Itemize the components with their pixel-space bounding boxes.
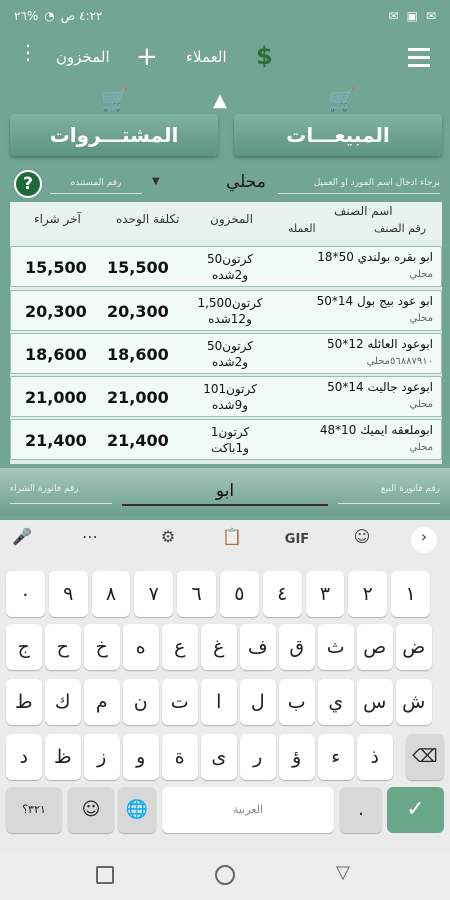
stock-value: 1كرتون و1باكت — [210, 425, 250, 455]
keyboard-key[interactable]: ظ — [45, 734, 81, 780]
unit-cost-value: 21,000 — [107, 388, 169, 407]
notification-icon: ✉ — [388, 9, 399, 23]
purchase-invoice-field[interactable]: رقم فاتورة الشراء — [10, 484, 112, 504]
keyboard-key[interactable]: ذ — [357, 734, 393, 780]
keyboard-key[interactable]: ث — [318, 624, 354, 670]
keyboard-key[interactable]: ٢ — [348, 571, 387, 617]
numbers-key[interactable]: ٣٢١؟ — [6, 787, 62, 833]
keyboard-key[interactable]: ي — [318, 679, 354, 725]
last-purchase-value: 21,000 — [25, 388, 87, 407]
header-stock: المخزون — [210, 212, 253, 226]
customers-button[interactable]: العملاء — [186, 48, 227, 66]
emoji-key[interactable]: ☺ — [68, 787, 114, 833]
add-icon[interactable]: + — [136, 42, 158, 72]
keyboard-key[interactable]: ض — [396, 624, 432, 670]
document-number-field[interactable]: رقم المستنده — [50, 170, 142, 194]
item-sub: محلي — [409, 313, 433, 324]
keyboard-key[interactable]: ٥ — [220, 571, 259, 617]
globe-icon[interactable]: 🌐 — [118, 787, 156, 833]
unit-cost-value: 15,500 — [107, 258, 169, 277]
wifi-icon: ◔ — [44, 9, 55, 23]
home-icon[interactable] — [215, 865, 235, 885]
keyboard-key[interactable]: ز — [84, 734, 120, 780]
keyboard-key[interactable]: ة — [162, 734, 198, 780]
keyboard-key[interactable]: ١ — [391, 571, 430, 617]
keyboard-key[interactable]: ٩ — [49, 571, 88, 617]
emoji-icon[interactable]: ☺ — [353, 527, 371, 546]
chevron-down-icon[interactable]: ▼ — [152, 176, 160, 187]
item-search-input[interactable]: ابو — [122, 478, 328, 506]
keyboard-key[interactable]: غ — [201, 624, 237, 670]
sale-invoice-field[interactable]: رقم فاتورة البيع — [338, 484, 440, 504]
last-purchase-value: 20,300 — [25, 302, 87, 321]
keyboard-key[interactable]: ه — [123, 624, 159, 670]
mail-icon: ✉ — [425, 9, 436, 23]
drive-icon[interactable]: ▲ — [213, 90, 227, 111]
keyboard-key[interactable]: ر — [240, 734, 276, 780]
item-sub: محلي — [409, 442, 433, 453]
gif-button[interactable]: GIF — [284, 532, 310, 547]
stock-value: 50كرتون و2شده — [207, 339, 253, 369]
item-sub: محلي — [409, 269, 433, 280]
keyboard-key[interactable]: ى — [201, 734, 237, 780]
unit-cost-value: 18,600 — [107, 345, 169, 364]
help-icon[interactable]: ? — [14, 170, 42, 198]
menu-icon[interactable] — [408, 48, 430, 72]
battery-level: %٢٦ — [14, 9, 39, 23]
header-unit-cost: تكلفة الوحده — [116, 212, 180, 226]
add-to-cart-icon[interactable]: 🛒 — [101, 88, 129, 113]
keyboard-key[interactable]: ٨ — [92, 571, 131, 617]
keyboard-key[interactable]: ط — [6, 679, 42, 725]
microphone-icon[interactable]: 🎤 — [12, 527, 32, 546]
status-bar — [0, 0, 450, 32]
sync-icon: ▣ — [406, 9, 418, 23]
space-key[interactable]: العربية — [162, 787, 334, 833]
keyboard-key[interactable]: ف — [240, 624, 276, 670]
clipboard-icon[interactable]: 📋 — [222, 527, 242, 546]
item-name: ابو عود بيج بول 14*50 — [316, 294, 433, 308]
keyboard-key[interactable]: م — [84, 679, 120, 725]
keyboard-key[interactable]: ٠ — [6, 571, 45, 617]
dollar-icon[interactable]: $ — [256, 42, 273, 70]
location-select[interactable]: محلي — [226, 172, 266, 192]
table-row[interactable] — [10, 290, 442, 331]
item-sub: ٥٦٨٨٧٩١٠محلي — [366, 356, 433, 367]
keyboard-key[interactable]: ك — [45, 679, 81, 725]
keyboard-key[interactable]: ش — [396, 679, 432, 725]
period-key[interactable]: . — [340, 787, 382, 833]
table-row[interactable] — [10, 376, 442, 417]
item-name: ابوملعقه ايميك 10*48 — [319, 423, 433, 437]
keyboard-key[interactable]: ٣ — [306, 571, 345, 617]
supplier-search-input[interactable]: برجاء ادخال اسم المورد او العميل — [278, 170, 440, 194]
item-name: ابوعود جاليت 14*50 — [327, 380, 433, 394]
item-sub: محلي — [409, 399, 433, 410]
last-purchase-value: 21,400 — [25, 431, 87, 450]
keyboard-key[interactable]: ح — [45, 624, 81, 670]
chevron-right-icon[interactable]: › — [411, 527, 437, 553]
keyboard-key[interactable]: ؤ — [279, 734, 315, 780]
keyboard-key[interactable]: ب — [279, 679, 315, 725]
header-currency: العمله — [288, 222, 316, 235]
stock-value: 50كرتون و2شده — [207, 252, 253, 282]
item-name: ابوعود العائله 12*50 — [327, 337, 433, 351]
keyboard-key[interactable]: ٤ — [263, 571, 302, 617]
keyboard-key[interactable]: و — [123, 734, 159, 780]
keyboard-key[interactable]: ج — [6, 624, 42, 670]
table-row[interactable] — [10, 419, 442, 460]
back-icon[interactable]: ▽ — [336, 862, 350, 883]
unit-cost-value: 20,300 — [107, 302, 169, 321]
inventory-button[interactable]: المخزون — [56, 48, 110, 66]
items-table — [10, 202, 442, 464]
app-bar — [0, 32, 450, 84]
keyboard-key[interactable]: د — [6, 734, 42, 780]
more-options-icon[interactable]: ⋯ — [82, 527, 98, 546]
keyboard-key[interactable]: ا — [201, 679, 237, 725]
keyboard-key[interactable]: ت — [162, 679, 198, 725]
cart-icon[interactable]: 🛒 — [328, 88, 356, 113]
keyboard-key[interactable]: ٧ — [134, 571, 173, 617]
more-icon[interactable]: ⋮ — [18, 40, 38, 64]
header-item-no: رقم الصنف — [374, 222, 427, 235]
table-header — [10, 202, 442, 240]
table-row[interactable] — [10, 333, 442, 374]
enter-key[interactable]: ✓ — [387, 787, 444, 833]
keyboard-key[interactable]: ع — [162, 624, 198, 670]
purchases-button[interactable]: المشتـــروات — [10, 114, 218, 156]
nav-bar — [0, 850, 450, 900]
last-purchase-value: 15,500 — [25, 258, 87, 277]
keyboard-key[interactable]: س — [357, 679, 393, 725]
keyboard-key[interactable]: ء — [318, 734, 354, 780]
settings-icon[interactable]: ⚙ — [160, 527, 176, 546]
unit-cost-value: 21,400 — [107, 431, 169, 450]
last-purchase-value: 18,600 — [25, 345, 87, 364]
keyboard-key[interactable]: ق — [279, 624, 315, 670]
keyboard-key[interactable]: ل — [240, 679, 276, 725]
keyboard-key[interactable]: ص — [357, 624, 393, 670]
stock-value: 101كرتون و9شده — [203, 382, 257, 412]
header-last-purchase: آخر شراء — [34, 212, 81, 226]
time: ٤:٢٢ ص — [60, 9, 103, 23]
backspace-icon[interactable]: ⌫ — [406, 734, 444, 780]
table-row[interactable] — [10, 246, 442, 287]
stock-value: 1,500كرتون و12شده — [197, 296, 263, 326]
keyboard-key[interactable]: خ — [84, 624, 120, 670]
keyboard-key[interactable]: ن — [123, 679, 159, 725]
sales-button[interactable]: المبيعـــات — [234, 114, 442, 156]
recents-icon[interactable] — [96, 866, 114, 884]
keyboard-key[interactable]: ٦ — [177, 571, 216, 617]
item-name: ابو بقره بولندي 50*18 — [317, 250, 433, 264]
header-item-name: اسم الصنف — [334, 204, 393, 218]
